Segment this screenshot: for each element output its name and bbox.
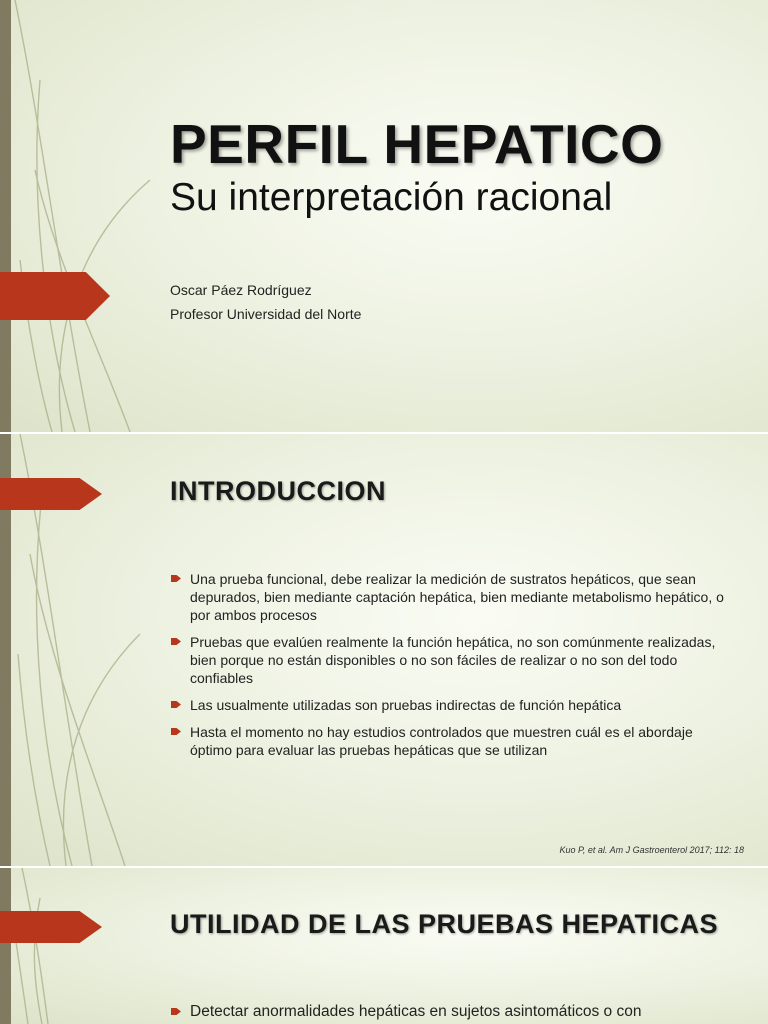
slide-left-strip xyxy=(0,0,11,432)
arrow-tab-shape xyxy=(0,478,102,510)
arrow-bullet-icon xyxy=(171,575,181,582)
arrow-bullet-icon xyxy=(171,638,181,645)
arrow-bullet-icon xyxy=(171,701,181,708)
slide-title xyxy=(0,0,768,432)
arrow-tab-shape xyxy=(0,911,102,943)
bullet-list xyxy=(170,570,730,768)
slide-title: UTILIDAD DE LAS PRUEBAS HEPATICAS xyxy=(170,909,719,939)
list-item xyxy=(170,1002,730,1022)
author-name: Oscar Páez Rodríguez xyxy=(170,282,312,298)
list-item xyxy=(170,570,730,624)
list-item xyxy=(170,633,730,687)
list-item xyxy=(170,696,730,714)
slide-utilidad xyxy=(0,868,768,1024)
arrow-bullet-icon xyxy=(171,1008,181,1015)
list-item-text: Pruebas que evalúen realmente la función hepática, no son comúnmente realizadas, bien porque no están disponibles o no son fáciles de realizar o no son del todo confiables xyxy=(190,634,716,686)
slide-left-strip xyxy=(0,868,11,1024)
presentation-title: PERFIL HEPATICO xyxy=(170,113,664,175)
author-role: Profesor Universidad del Norte xyxy=(170,306,362,322)
curves-decoration xyxy=(0,868,180,1024)
arrow-bullet-icon xyxy=(171,728,181,735)
arrow-tab-shape xyxy=(0,272,110,320)
list-item-text: Detectar anormalidades hepáticas en sujetos asintomáticos o con xyxy=(190,1003,642,1020)
list-item-text: Hasta el momento no hay estudios controlados que muestren cuál es el abordaje óptimo para evaluar las pruebas hepáticas que se utilizan xyxy=(190,724,693,758)
slide-title: INTRODUCCION xyxy=(170,476,386,506)
presentation-subtitle: Su interpretación racional xyxy=(170,176,613,219)
list-item-text: Una prueba funcional, debe realizar la medición de sustratos hepáticos, que sean depurados, bien mediante captación hepática, bien mediante metabolismo hepático, o por ambos procesos xyxy=(190,571,724,623)
list-item xyxy=(170,723,730,759)
curves-decoration xyxy=(0,0,180,432)
list-item-text: Las usualmente utilizadas son pruebas indirectas de función hepática xyxy=(190,697,622,713)
bullet-list xyxy=(170,1002,730,1024)
citation: Kuo P, et al. Am J Gastroenterol 2017; 112: 18 xyxy=(559,845,744,855)
slide-introduccion xyxy=(0,434,768,866)
